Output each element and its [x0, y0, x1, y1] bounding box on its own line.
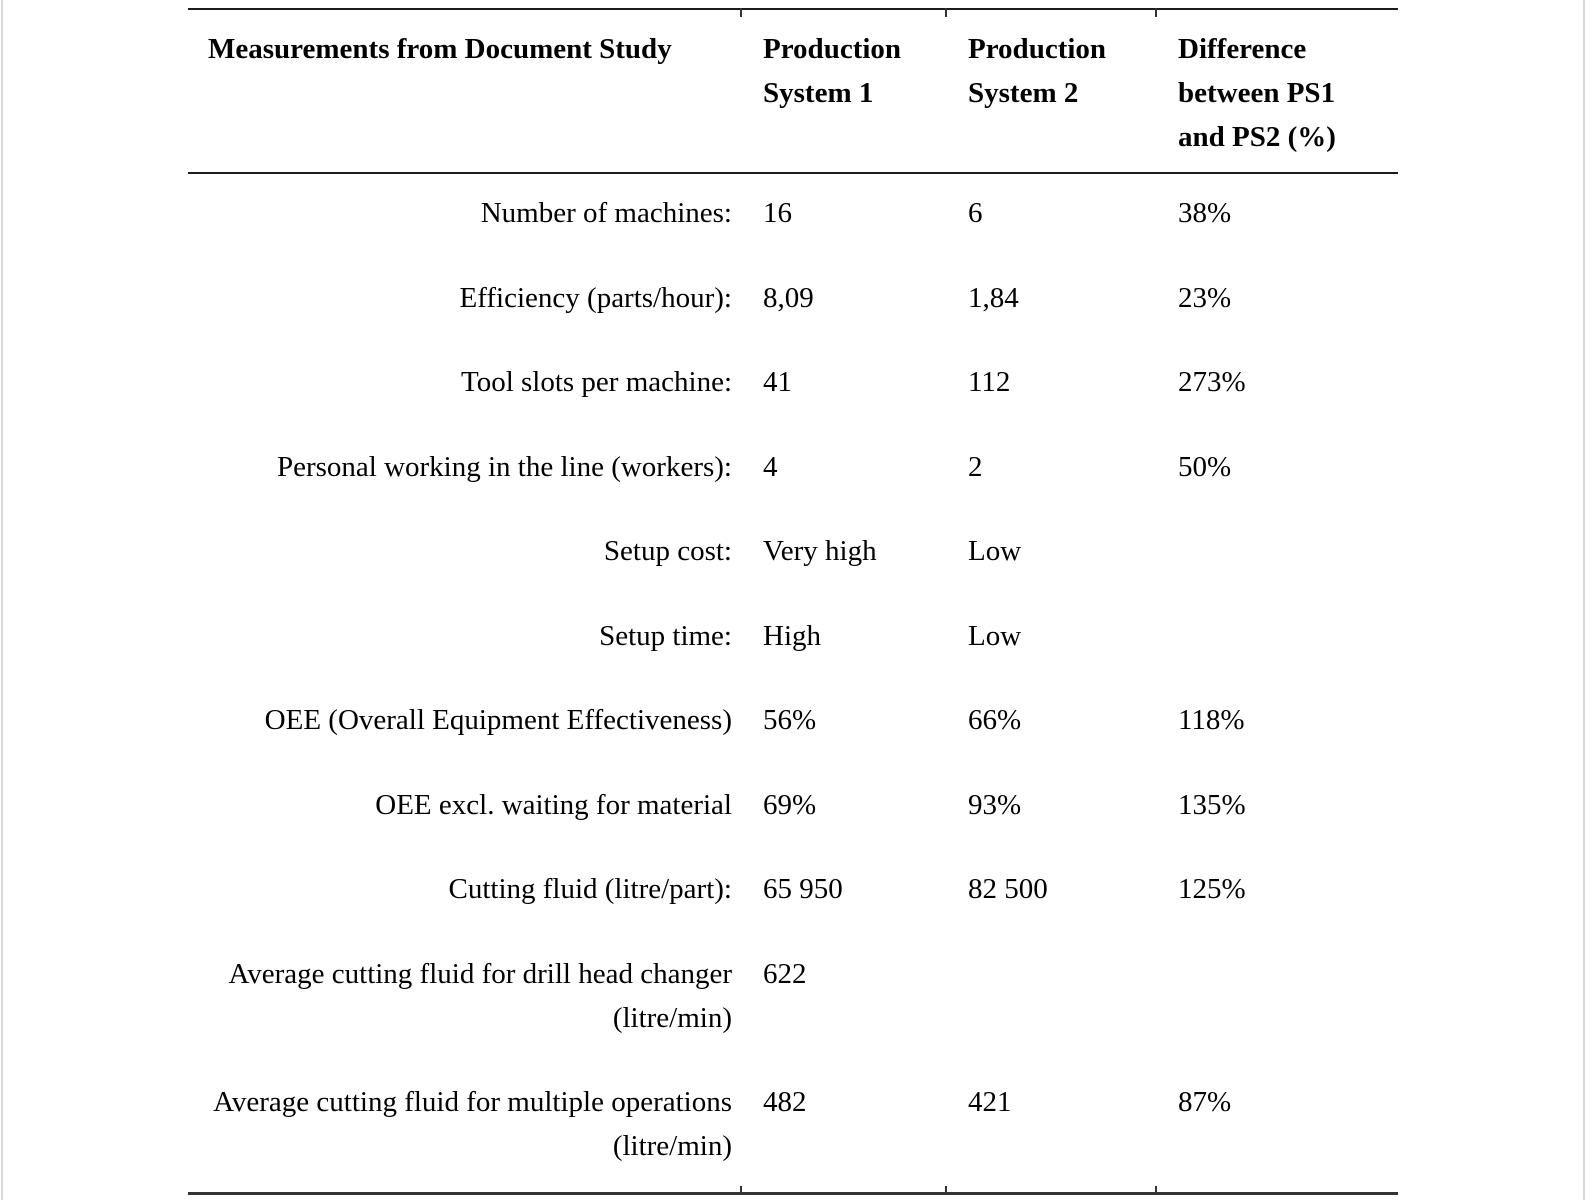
- ps2-value: 6: [968, 197, 983, 229]
- ps1-value: 4: [763, 450, 778, 483]
- ps2-value: [945, 935, 1155, 1064]
- ps1-value: 69%: [763, 788, 817, 821]
- table-row: [188, 597, 1398, 682]
- column-separator-tick: [1155, 1186, 1157, 1195]
- row-label: OEE (Overall Equipment Effectiveness): [264, 704, 732, 736]
- table-row: [188, 1063, 1398, 1193]
- table-row: [188, 935, 1398, 1064]
- ps2-value: 66%: [968, 704, 1022, 736]
- measurements-table: [188, 8, 1398, 1195]
- ps1-value: 41: [763, 366, 792, 398]
- ps1-value: Very high: [763, 535, 877, 567]
- page-left-edge: [1, 0, 3, 1200]
- row-label: Setup time:: [599, 619, 732, 652]
- row-label: Personal working in the line (workers):: [276, 450, 732, 483]
- diff-value: [1155, 512, 1398, 597]
- row-label: OEE excl. waiting for material: [375, 788, 732, 821]
- diff-value: 273%: [1178, 366, 1246, 398]
- diff-value: 118%: [1178, 704, 1245, 736]
- ps1-value: 482: [763, 1086, 807, 1118]
- row-label: Tool slots per machine:: [461, 366, 732, 398]
- table-row: [188, 512, 1398, 597]
- diff-value: 50%: [1178, 450, 1232, 483]
- row-label: Number of machines:: [480, 197, 732, 229]
- ps2-value: 421: [968, 1086, 1012, 1118]
- ps2-value: Low: [968, 619, 1022, 652]
- column-header-production-system-2: Production System 2: [945, 9, 1155, 173]
- column-separator-tick: [945, 1186, 947, 1195]
- row-label: Efficiency (parts/hour):: [459, 281, 732, 314]
- row-label: Setup cost:: [603, 535, 732, 567]
- ps2-value: Low: [968, 535, 1022, 567]
- diff-value: 125%: [1178, 873, 1246, 905]
- row-label: Average cutting fluid for multiple operations (litre/min): [213, 1086, 732, 1162]
- table-row: [188, 428, 1398, 513]
- row-label: Cutting fluid (litre/part):: [448, 873, 732, 905]
- table-row: [188, 343, 1398, 428]
- page-right-edge: [1583, 0, 1585, 1200]
- diff-value: 23%: [1178, 281, 1232, 314]
- document-study-table: [188, 8, 1398, 1195]
- column-header-measurements: Measurements from Document Study: [188, 9, 740, 173]
- ps1-value: 65 950: [763, 873, 843, 905]
- ps1-value: High: [763, 619, 821, 652]
- table-header-row: [188, 9, 1398, 173]
- diff-value: 38%: [1178, 197, 1232, 229]
- column-separator-tick: [945, 8, 947, 17]
- diff-value: 87%: [1178, 1086, 1232, 1118]
- table-row: [188, 850, 1398, 935]
- table-row: [188, 766, 1398, 851]
- diff-value: 135%: [1178, 788, 1246, 821]
- column-header-production-system-1: Production System 1: [740, 9, 945, 173]
- ps2-value: 93%: [968, 788, 1022, 821]
- ps2-value: 82 500: [968, 873, 1048, 905]
- ps1-value: 56%: [763, 704, 817, 736]
- diff-value: [1155, 935, 1398, 1064]
- ps2-value: 112: [968, 366, 1011, 398]
- table-row: [188, 173, 1398, 259]
- table-row: [188, 259, 1398, 344]
- row-label: Average cutting fluid for drill head changer (litre/min): [228, 957, 732, 1034]
- ps1-value: 16: [763, 197, 792, 229]
- ps1-value: 8,09: [763, 281, 814, 314]
- column-header-difference: Difference between PS1 and PS2 (%): [1155, 9, 1398, 173]
- ps2-value: 1,84: [968, 281, 1019, 314]
- ps1-value: 622: [763, 957, 807, 990]
- column-separator-tick: [740, 1186, 742, 1195]
- diff-value: [1155, 597, 1398, 682]
- table-row: [188, 681, 1398, 766]
- column-separator-tick: [1155, 8, 1157, 17]
- column-separator-tick: [740, 8, 742, 17]
- ps2-value: 2: [968, 450, 983, 483]
